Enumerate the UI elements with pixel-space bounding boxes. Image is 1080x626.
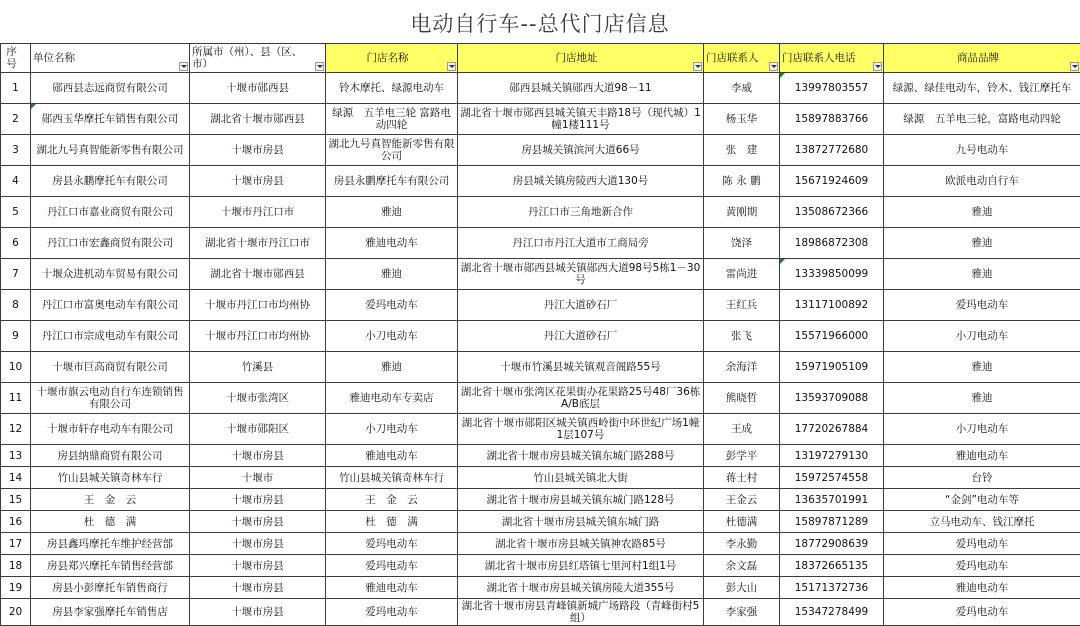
cell-seq[interactable]: 2 [1, 104, 31, 135]
header-store-address: 门店地址 [458, 44, 704, 73]
table-row [1, 166, 1080, 197]
cell-phone[interactable]: 13197279130 [780, 445, 884, 467]
cell-brand[interactable]: 雅迪 [884, 383, 1080, 414]
cell-store-address[interactable]: 十堰市竹溪县城关镇观音阁路55号 [458, 352, 704, 383]
cell-store-address[interactable]: 郧西县城关镇郧西大道98－11 [458, 73, 704, 104]
table-row [1, 104, 1080, 135]
cell-region[interactable]: 湖北省十堰市郧西县 [190, 259, 326, 290]
cell-brand[interactable]: 小刀电动车 [884, 414, 1080, 445]
cell-brand[interactable]: 雅迪电动车 [884, 445, 1080, 467]
cell-seq[interactable]: 1 [1, 73, 31, 104]
table-row [1, 414, 1080, 445]
table-row [1, 321, 1080, 352]
header-contact: 门店联系人 [704, 44, 780, 73]
cell-region[interactable]: 十堰市房县 [190, 445, 326, 467]
cell-phone[interactable]: 13339850099 [780, 259, 884, 290]
page-title: 电动自行车--总代门店信息 [0, 8, 1080, 38]
cell-company[interactable]: 十堰市巨高商贸有限公司 [31, 352, 190, 383]
cell-brand[interactable]: 雅迪 [884, 197, 1080, 228]
store-info-table [0, 43, 1080, 626]
cell-phone[interactable]: 15897883766 [780, 104, 884, 135]
cell-contact[interactable]: 彭学平 [704, 445, 780, 467]
cell-company[interactable]: 丹江口市富奥电动车有限公司 [31, 290, 190, 321]
filter-dropdown-icon[interactable] [447, 62, 456, 71]
cell-brand[interactable]: 爱玛电动车 [884, 290, 1080, 321]
filter-dropdown-icon[interactable] [315, 62, 324, 71]
cell-region[interactable]: 十堰市房县 [190, 533, 326, 555]
cell-region[interactable]: 竹溪县 [190, 352, 326, 383]
cell-company[interactable]: 杜 德 满 [31, 511, 190, 533]
cell-contact[interactable]: 余文磊 [704, 555, 780, 577]
cell-contact[interactable]: 李威 [704, 73, 780, 104]
cell-seq[interactable]: 5 [1, 197, 31, 228]
table-row [1, 259, 1080, 290]
table-row [1, 73, 1080, 104]
cell-company[interactable]: 房县鑫玛摩托车维护经营部 [31, 533, 190, 555]
table-row [1, 533, 1080, 555]
cell-contact[interactable]: 饶泽 [704, 228, 780, 259]
cell-phone[interactable]: 13117100892 [780, 290, 884, 321]
cell-phone[interactable]: 17720267884 [780, 414, 884, 445]
cell-store-name[interactable]: 铃木摩托、绿源电动车 [326, 73, 458, 104]
cell-region[interactable]: 十堰市郧阳区 [190, 414, 326, 445]
cell-store-name[interactable]: 小刀电动车 [326, 321, 458, 352]
cell-store-address[interactable]: 湖北省十堰市房县红塔镇七里河村1组1号 [458, 555, 704, 577]
cell-company[interactable]: 房县李家强摩托车销售店 [31, 599, 190, 626]
cell-store-name[interactable]: 小刀电动车 [326, 414, 458, 445]
cell-company[interactable]: 丹江口市嘉业商贸有限公司 [31, 197, 190, 228]
cell-store-address[interactable]: 竹山县城关镇北大街 [458, 467, 704, 489]
cell-seq[interactable]: 19 [1, 577, 31, 599]
cell-brand[interactable]: 绿源、绿佳电动车，铃木、钱江摩托车 [884, 73, 1080, 104]
cell-brand[interactable]: 小刀电动车 [884, 321, 1080, 352]
cell-store-address[interactable]: 湖北省十堰市房县青峰镇新城广场路段（青峰街村5组） [458, 599, 704, 626]
cell-company[interactable]: 十堰市旗云电动自行车连锁销售有限公司 [31, 383, 190, 414]
cell-company[interactable]: 十堰众进机动车贸易有限公司 [31, 259, 190, 290]
table-row [1, 489, 1080, 511]
cell-phone[interactable]: 15671924609 [780, 166, 884, 197]
cell-region[interactable]: 十堰市丹江口市均州协 [190, 290, 326, 321]
cell-contact[interactable]: 李家强 [704, 599, 780, 626]
cell-phone[interactable]: 18986872308 [780, 228, 884, 259]
cell-region[interactable]: 十堰市郧西县 [190, 73, 326, 104]
cell-contact[interactable]: 杨玉华 [704, 104, 780, 135]
cell-brand[interactable]: 雅迪 [884, 259, 1080, 290]
cell-company[interactable]: 房县永鹏摩托车有限公司 [31, 166, 190, 197]
cell-store-address[interactable]: 湖北省十堰市房县城关镇房陵大道355号 [458, 577, 704, 599]
cell-company[interactable]: 房县纳鼎商贸有限公司 [31, 445, 190, 467]
cell-brand[interactable]: 九号电动车 [884, 135, 1080, 166]
table-row [1, 135, 1080, 166]
cell-brand[interactable]: “金剑”电动车等 [884, 489, 1080, 511]
cell-seq[interactable]: 3 [1, 135, 31, 166]
cell-phone[interactable]: 15971905109 [780, 352, 884, 383]
cell-contact[interactable]: 彭大山 [704, 577, 780, 599]
cell-region[interactable]: 十堰市丹江口市 [190, 197, 326, 228]
header-seq: 序号 [1, 44, 31, 73]
cell-seq[interactable]: 12 [1, 414, 31, 445]
filter-dropdown-icon[interactable] [179, 62, 188, 71]
cell-company[interactable]: 郧西县志远商贸有限公司 [31, 73, 190, 104]
cell-brand[interactable]: 爱玛电动车 [884, 599, 1080, 626]
cell-region[interactable]: 十堰市张湾区 [190, 383, 326, 414]
cell-brand[interactable]: 立马电动车、钱江摩托 [884, 511, 1080, 533]
cell-contact[interactable]: 张飞 [704, 321, 780, 352]
cell-seq[interactable]: 4 [1, 166, 31, 197]
cell-region[interactable]: 十堰市 [190, 467, 326, 489]
cell-store-address[interactable]: 湖北省十堰市郧西县城关镇天丰路18号（现代城）1幢1楼111号 [458, 104, 704, 135]
header-region: 所属市（州）、县（区、市） [190, 44, 326, 73]
cell-phone[interactable]: 15897871289 [780, 511, 884, 533]
cell-phone[interactable]: 15972574558 [780, 467, 884, 489]
cell-phone[interactable]: 13872772680 [780, 135, 884, 166]
cell-contact[interactable]: 杜德满 [704, 511, 780, 533]
cell-store-name[interactable]: 杜 德 满 [326, 511, 458, 533]
cell-contact[interactable]: 黄刚期 [704, 197, 780, 228]
cell-contact[interactable]: 王红兵 [704, 290, 780, 321]
cell-store-name[interactable]: 竹山县城关镇奇林车行 [326, 467, 458, 489]
cell-region[interactable]: 湖北省十堰市郧西县 [190, 104, 326, 135]
cell-seq[interactable]: 6 [1, 228, 31, 259]
cell-company[interactable]: 丹江口市宏鑫商贸有限公司 [31, 228, 190, 259]
cell-region[interactable]: 十堰市房县 [190, 555, 326, 577]
cell-store-name[interactable]: 爱玛电动车 [326, 290, 458, 321]
table-row [1, 290, 1080, 321]
cell-store-name[interactable]: 雅迪 [326, 197, 458, 228]
cell-region[interactable]: 十堰市房县 [190, 511, 326, 533]
cell-store-address[interactable]: 湖北省十堰市张湾区花果街办花果路25号48厂36栋A/B底层 [458, 383, 704, 414]
cell-region[interactable]: 湖北省十堰市丹江口市 [190, 228, 326, 259]
filter-dropdown-icon[interactable] [1070, 62, 1079, 71]
cell-store-name[interactable]: 爱玛电动车 [326, 555, 458, 577]
cell-brand[interactable]: 欧派电动自行车 [884, 166, 1080, 197]
cell-seq[interactable]: 11 [1, 383, 31, 414]
cell-region[interactable]: 十堰市房县 [190, 166, 326, 197]
cell-region[interactable]: 十堰市房县 [190, 577, 326, 599]
header-row [1, 44, 1080, 73]
cell-store-name[interactable]: 爱玛电动车 [326, 533, 458, 555]
table-body [1, 73, 1080, 626]
table-row [1, 599, 1080, 626]
filter-dropdown-icon[interactable] [873, 62, 882, 71]
cell-store-name[interactable]: 绿源 五羊电三轮 富路电动四轮 [326, 104, 458, 135]
cell-company[interactable]: 丹江口市宗成电动车有限公司 [31, 321, 190, 352]
cell-company[interactable]: 房县郑兴摩托车销售经营部 [31, 555, 190, 577]
cell-phone[interactable]: 18372665135 [780, 555, 884, 577]
cell-seq[interactable]: 16 [1, 511, 31, 533]
cell-store-address[interactable]: 丹江口市丹江大道市工商局旁 [458, 228, 704, 259]
cell-store-address[interactable]: 湖北省十堰市房县城关镇东城门路288号 [458, 445, 704, 467]
cell-store-name[interactable]: 雅迪电动车专卖店 [326, 383, 458, 414]
cell-brand[interactable]: 雅迪 [884, 352, 1080, 383]
cell-company[interactable]: 王 金 云 [31, 489, 190, 511]
table-row [1, 555, 1080, 577]
cell-contact[interactable]: 雷尚进 [704, 259, 780, 290]
cell-phone[interactable]: 13508672366 [780, 197, 884, 228]
table-row [1, 511, 1080, 533]
cell-seq[interactable]: 18 [1, 555, 31, 577]
cell-store-name[interactable]: 湖北九号真智能新零售有限公司 [326, 135, 458, 166]
cell-brand[interactable]: 雅迪电动车 [884, 577, 1080, 599]
cell-store-address[interactable]: 湖北省十堰市郧西县城关镇郧西大道98号5栋1－30号 [458, 259, 704, 290]
cell-company[interactable]: 房县小彭摩托车销售商行 [31, 577, 190, 599]
cell-brand[interactable]: 雅迪 [884, 228, 1080, 259]
cell-store-name[interactable]: 雅迪 [326, 352, 458, 383]
cell-phone[interactable]: 13635701991 [780, 489, 884, 511]
cell-contact[interactable]: 熊晓哲 [704, 383, 780, 414]
cell-store-name[interactable]: 爱玛电动车 [326, 599, 458, 626]
cell-contact[interactable]: 蒋士村 [704, 467, 780, 489]
cell-store-address[interactable]: 丹江大道砂石厂 [458, 321, 704, 352]
cell-seq[interactable]: 9 [1, 321, 31, 352]
cell-contact[interactable]: 余海洋 [704, 352, 780, 383]
table-row [1, 383, 1080, 414]
cell-region[interactable]: 十堰市房县 [190, 599, 326, 626]
table-row [1, 467, 1080, 489]
cell-store-name[interactable]: 雅迪电动车 [326, 577, 458, 599]
filter-dropdown-icon[interactable] [769, 62, 778, 71]
cell-company[interactable]: 郧西玉华摩托车销售有限公司 [31, 104, 190, 135]
table-row [1, 577, 1080, 599]
cell-seq[interactable]: 14 [1, 467, 31, 489]
table-row [1, 352, 1080, 383]
cell-brand[interactable]: 爱玛电动车 [884, 555, 1080, 577]
header-phone: 门店联系人电话 [780, 44, 884, 73]
cell-phone[interactable]: 15171372736 [780, 577, 884, 599]
cell-seq[interactable]: 13 [1, 445, 31, 467]
cell-seq[interactable]: 20 [1, 599, 31, 626]
cell-phone[interactable]: 18772908639 [780, 533, 884, 555]
cell-store-address[interactable]: 湖北省十堰市房县城关镇东城门路128号 [458, 489, 704, 511]
cell-brand[interactable]: 绿源 五羊电三轮，富路电动四轮 [884, 104, 1080, 135]
cell-store-address[interactable]: 丹江口市三角地新合作 [458, 197, 704, 228]
cell-brand[interactable]: 爱玛电动车 [884, 533, 1080, 555]
cell-region[interactable]: 十堰市房县 [190, 135, 326, 166]
cell-phone[interactable]: 15571966000 [780, 321, 884, 352]
cell-region[interactable]: 十堰市房县 [190, 489, 326, 511]
header-store-name: 门店名称 [326, 44, 458, 73]
cell-phone[interactable]: 15347278499 [780, 599, 884, 626]
cell-store-address[interactable]: 湖北省十堰市郧阳区城关镇西岭街中环世纪广场1幢1层107号 [458, 414, 704, 445]
filter-dropdown-icon[interactable] [693, 62, 702, 71]
cell-company[interactable]: 竹山县城关镇奇林车行 [31, 467, 190, 489]
header-company: 单位名称 [31, 44, 190, 73]
cell-seq[interactable]: 17 [1, 533, 31, 555]
cell-store-name[interactable]: 雅迪 [326, 259, 458, 290]
cell-phone[interactable]: 13593709088 [780, 383, 884, 414]
header-brand: 商品品牌 [884, 44, 1080, 73]
cell-store-address[interactable]: 丹江大道砂石厂 [458, 290, 704, 321]
cell-seq[interactable]: 7 [1, 259, 31, 290]
table-row [1, 228, 1080, 259]
cell-store-address[interactable]: 房县城关镇房陵西大道130号 [458, 166, 704, 197]
cell-store-name[interactable]: 房县永鹏摩托车有限公司 [326, 166, 458, 197]
cell-company[interactable]: 十堰市轩存电动车有限公司 [31, 414, 190, 445]
cell-store-name[interactable]: 王 金 云 [326, 489, 458, 511]
cell-contact[interactable]: 陈 永 鹏 [704, 166, 780, 197]
cell-store-name[interactable]: 雅迪电动车 [326, 228, 458, 259]
cell-contact[interactable]: 李永勤 [704, 533, 780, 555]
cell-brand[interactable]: 台铃 [884, 467, 1080, 489]
cell-seq[interactable]: 10 [1, 352, 31, 383]
cell-seq[interactable]: 15 [1, 489, 31, 511]
cell-seq[interactable]: 8 [1, 290, 31, 321]
cell-store-address[interactable]: 房县城关镇滨河大道66号 [458, 135, 704, 166]
cell-contact[interactable]: 王成 [704, 414, 780, 445]
cell-store-address[interactable]: 湖北省十堰市房县城关镇神农路85号 [458, 533, 704, 555]
table-row [1, 445, 1080, 467]
cell-company[interactable]: 湖北九号真智能新零售有限公司 [31, 135, 190, 166]
table-row [1, 197, 1080, 228]
cell-phone[interactable]: 13997803557 [780, 73, 884, 104]
cell-store-address[interactable]: 湖北省十堰市房县城关镇东城门路 [458, 511, 704, 533]
cell-region[interactable]: 十堰市丹江口市均州协 [190, 321, 326, 352]
cell-store-name[interactable]: 雅迪电动车 [326, 445, 458, 467]
cell-contact[interactable]: 王金云 [704, 489, 780, 511]
cell-contact[interactable]: 张 建 [704, 135, 780, 166]
